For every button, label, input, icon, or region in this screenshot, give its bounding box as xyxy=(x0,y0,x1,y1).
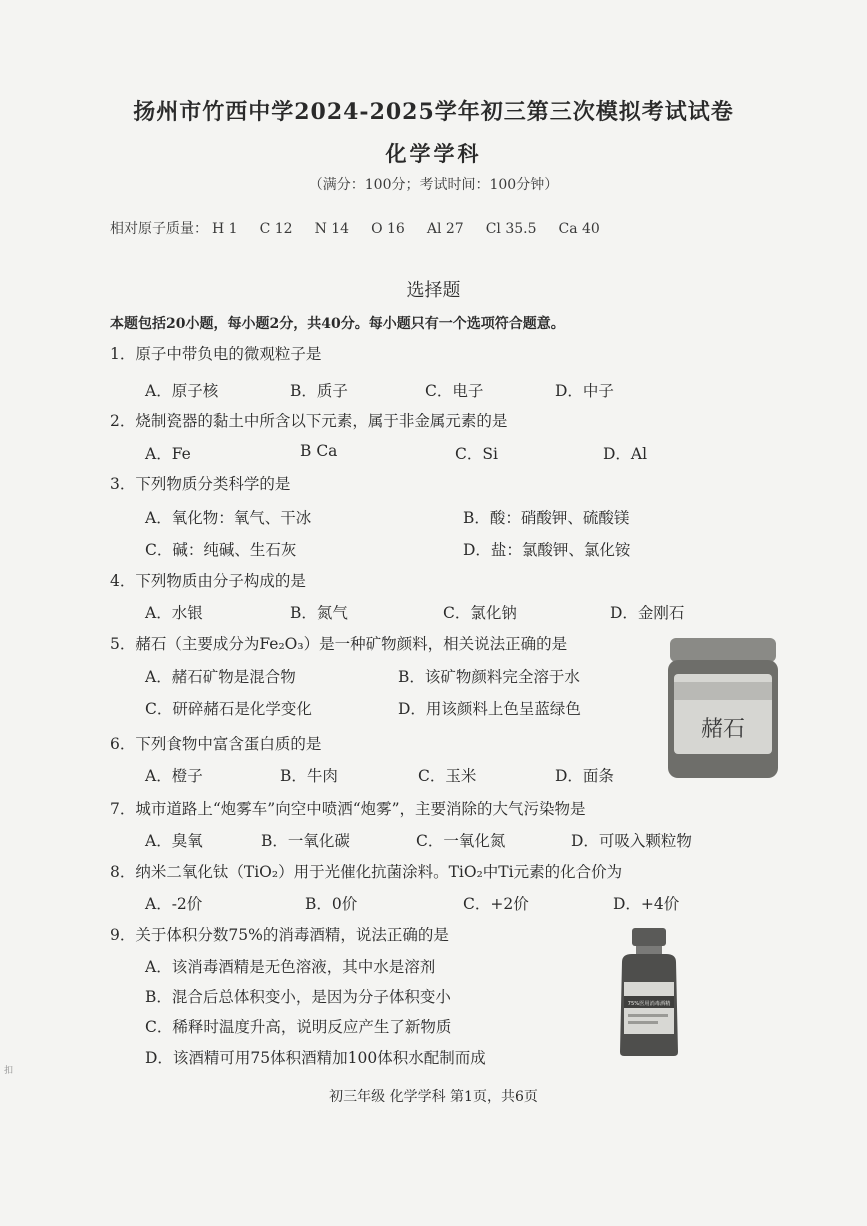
atomic-item: Al 27 xyxy=(426,221,464,237)
option: B．酸：硝酸钾、硫酸镁 xyxy=(463,509,630,527)
atomic-item: C 12 xyxy=(259,221,293,237)
option: B．牛肉 xyxy=(280,767,338,785)
exam-title: 扬州市竹西中学2024-2025学年初三第三次模拟考试试卷 xyxy=(133,99,734,125)
atomic-label: 相对原子质量： xyxy=(110,221,208,237)
section-instruction: 本题包括20小题，每小题2分，共40分。每小题只有一个选项符合题意。 xyxy=(110,316,565,332)
option: B Ca xyxy=(300,442,338,460)
option: C．+2价 xyxy=(463,895,529,913)
option: D．面条 xyxy=(555,767,614,785)
page-footer: 初三年级 化学学科 第1页，共6页 xyxy=(329,1089,538,1105)
option: B．0价 xyxy=(305,895,358,913)
option: D．中子 xyxy=(555,382,614,400)
question-stem: 9．关于体积分数75%的消毒酒精，说法正确的是 xyxy=(110,926,449,944)
atomic-item: Cl 35.5 xyxy=(485,221,537,237)
option: D．盐：氯酸钾、氯化铵 xyxy=(463,541,631,559)
option: A．Fe xyxy=(145,445,191,463)
option: B．混合后总体积变小，是因为分子体积变小 xyxy=(145,988,451,1006)
option: A．水银 xyxy=(145,604,203,622)
ochre-label: 赭石 xyxy=(700,717,746,742)
option: B．氮气 xyxy=(290,604,348,622)
option: B．质子 xyxy=(290,382,348,400)
question-stem: 5．赭石（主要成分为Fe₂O₃）是一种矿物颜料，相关说法正确的是 xyxy=(110,635,568,653)
question-stem: 8．纳米二氧化钛（TiO₂）用于光催化抗菌涂料。TiO₂中Ti元素的化合价为 xyxy=(110,863,623,881)
option: D．该酒精可用75体积酒精加100体积水配制而成 xyxy=(145,1049,486,1067)
option: D．+4价 xyxy=(613,895,680,913)
option: A．赭石矿物是混合物 xyxy=(145,668,296,686)
question-stem: 3．下列物质分类科学的是 xyxy=(110,475,291,493)
atomic-item: O 16 xyxy=(371,221,405,237)
option: A．-2价 xyxy=(145,895,203,913)
option: C．电子 xyxy=(425,382,484,400)
option: A．橙子 xyxy=(145,767,203,785)
atomic-masses xyxy=(110,218,600,238)
option: B．一氧化碳 xyxy=(261,832,350,850)
question-stem: 4．下列物质由分子构成的是 xyxy=(110,572,306,590)
scan-edge-mark: 扣 xyxy=(4,1066,14,1076)
option: A．臭氧 xyxy=(145,832,203,850)
option: D．用该颜料上色呈蓝绿色 xyxy=(398,700,581,718)
question-stem: 7．城市道路上“炮雾车”向空中喷洒“炮雾”，主要消除的大气污染物是 xyxy=(110,800,586,818)
option: C．Si xyxy=(455,445,498,463)
exam-meta: （满分：100分；考试时间：100分钟） xyxy=(308,177,559,193)
alcohol-label: 75%医用消毒酒精 xyxy=(627,1001,671,1007)
atomic-item: H 1 xyxy=(212,221,238,237)
option: C．稀释时温度升高，说明反应产生了新物质 xyxy=(145,1018,452,1036)
question-stem: 6．下列食物中富含蛋白质的是 xyxy=(110,735,322,753)
option: A．原子核 xyxy=(145,382,219,400)
atomic-item: N 14 xyxy=(314,221,350,237)
exam-subject: 化学学科 xyxy=(385,141,482,166)
option: C．一氧化氮 xyxy=(416,832,506,850)
option: C．研碎赭石是化学变化 xyxy=(145,700,312,718)
question-stem: 2．烧制瓷器的黏土中所含以下元素，属于非金属元素的是 xyxy=(110,412,508,430)
option: D．可吸入颗粒物 xyxy=(571,832,692,850)
option: C．氯化钠 xyxy=(443,604,517,622)
option: C．碱：纯碱、生石灰 xyxy=(145,541,297,559)
alcohol-bottle-image xyxy=(608,926,690,1058)
option: A．该消毒酒精是无色溶液，其中水是溶剂 xyxy=(145,958,436,976)
option: C．玉米 xyxy=(418,767,477,785)
option: B．该矿物颜料完全溶于水 xyxy=(398,668,580,686)
option: D．Al xyxy=(603,445,648,463)
ochre-jar-image xyxy=(664,632,782,782)
option: D．金刚石 xyxy=(610,604,685,622)
section-title: 选择题 xyxy=(406,280,461,301)
question-stem: 1．原子中带负电的微观粒子是 xyxy=(110,345,322,363)
option: A．氧化物：氧气、干冰 xyxy=(145,509,312,527)
atomic-item: Ca 40 xyxy=(558,221,600,237)
